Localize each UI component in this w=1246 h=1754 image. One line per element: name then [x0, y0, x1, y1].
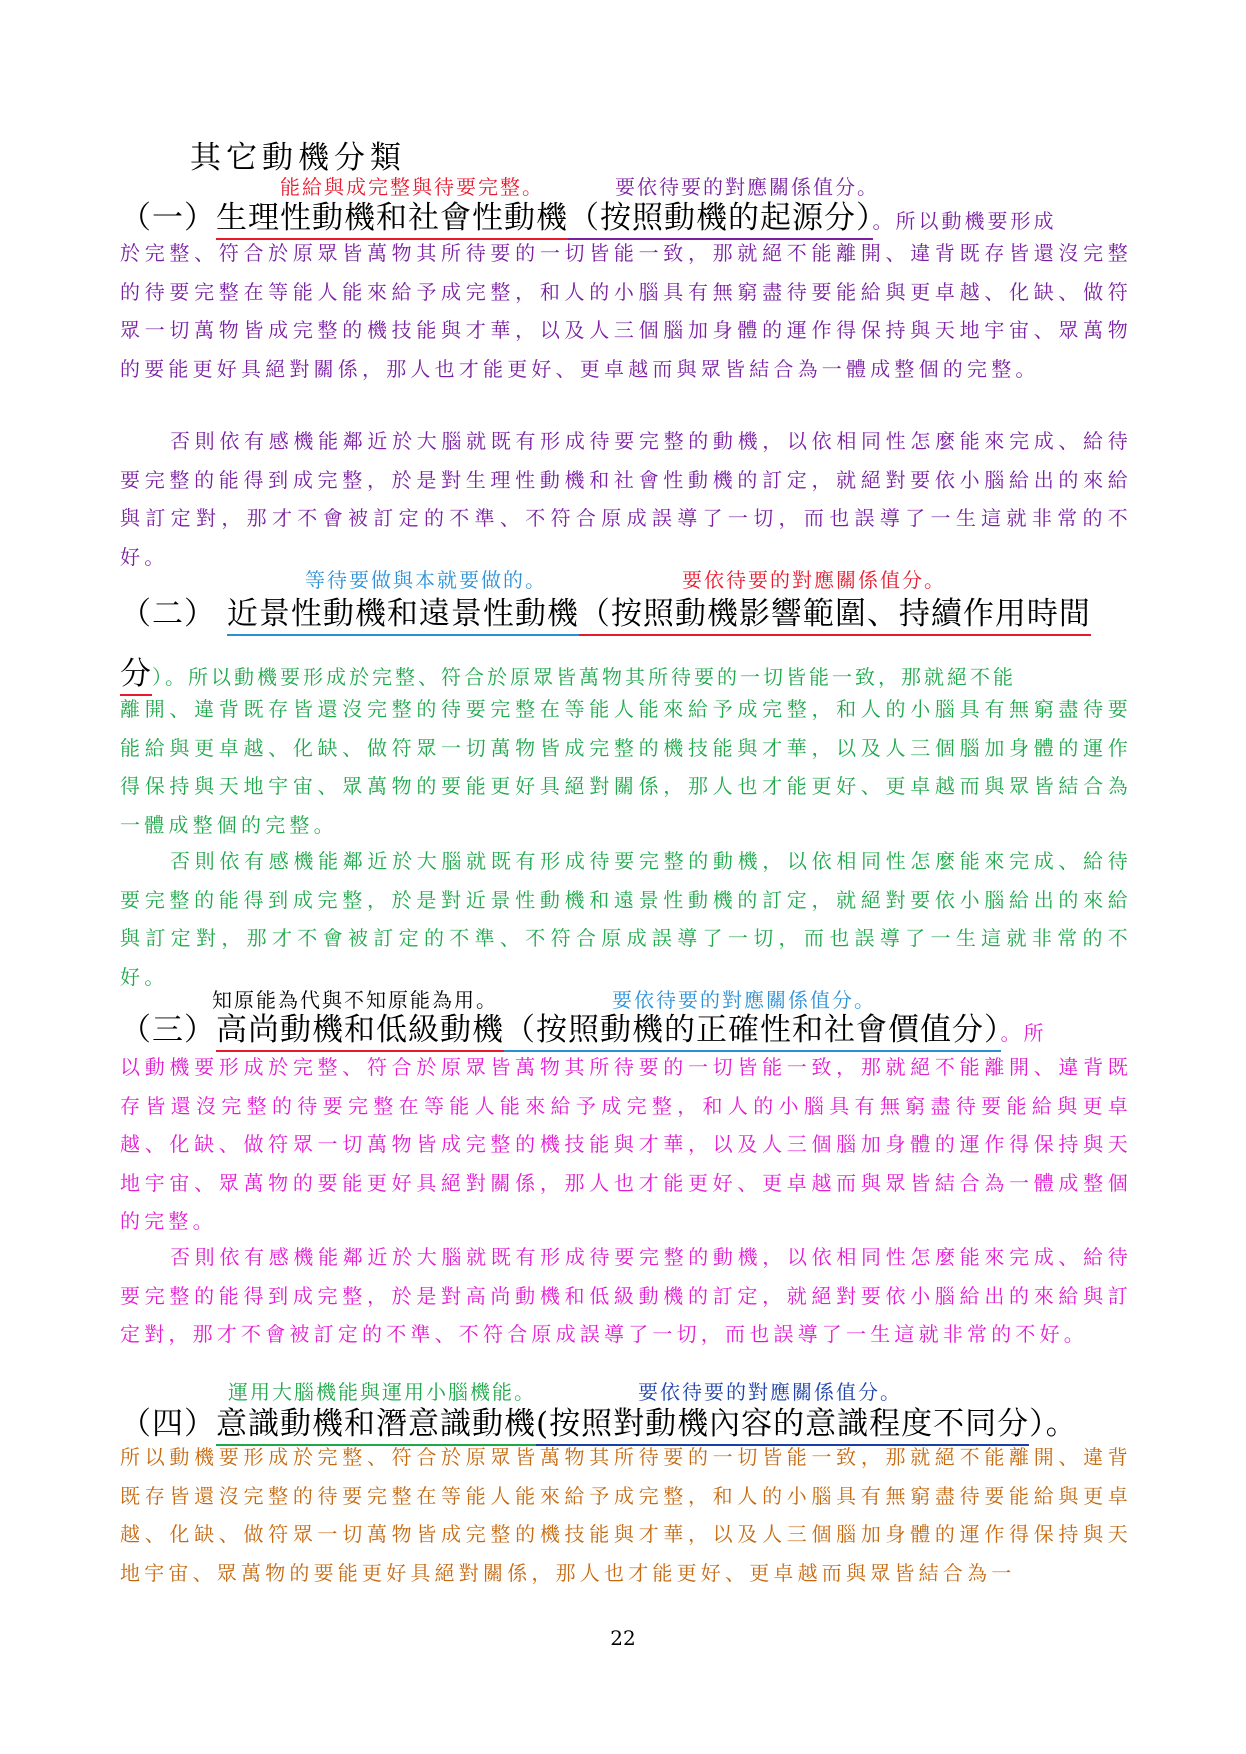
- heading-tail: ）。所以動機要形成於完整、符合於原眾皆萬物其所待要的一切皆能一致，那就絕不能: [152, 665, 1016, 689]
- heading-prefix: （三）: [120, 1012, 216, 1048]
- heading-criterion: （按照動機影響範圍、持續作用時間: [579, 596, 1091, 636]
- page-number: 22: [610, 1626, 636, 1650]
- section-heading-2-cont: [120, 648, 1130, 693]
- heading-term: 高尚動機和低級動機: [216, 1012, 504, 1052]
- heading-criterion: （按照動機的正確性和社會價值分）: [504, 1012, 1001, 1052]
- annotation-note-right: 要依待要的對應關係值分。: [612, 988, 876, 1012]
- section-heading-2: [120, 588, 1130, 633]
- annotation-note-left: 知原能為代與不知原能為用。: [212, 988, 498, 1012]
- paragraph: 於完整、符合於原眾皆萬物其所待要的一切皆能一致，那就絕不能離開、違背既存皆還沒完整的待要完整在等能人能來給予成完整，和人的小腦具有無窮盡待要能給與更卓越、化缺、做符眾一切萬物皆成完整的機技能與才華，以及人三個腦加身體的運作得保持與天地宇宙、眾萬物的要能更好具絕對關係，那人也才能更好、更卓越而與眾皆結合為一體成整個的完整。: [120, 241, 1132, 381]
- heading-term: 意識動機和潛意識動機: [216, 1406, 536, 1446]
- heading-criterion-end: 分: [120, 656, 152, 696]
- heading-tail: 。所: [1000, 1021, 1047, 1045]
- heading-prefix: （二）: [120, 596, 216, 632]
- annotation-note-right: 要依待要的對應關係值分。: [682, 568, 946, 592]
- annotation-note-right: 要依待要的對應關係值分。: [638, 1380, 902, 1404]
- paragraph: 所以動機要形成於完整、符合於原眾皆萬物其所待要的一切皆能一致，那就絕不能離開、違背既存皆還沒完整的待要完整在等能人能來給予成完整，和人的小腦具有無窮盡待要能給與更卓越、化缺、做符眾一切萬物皆成完整的機技能與才華，以及人三個腦加身體的運作得保持與天地宇宙、眾萬物的要能更好具絕對關係，那人也才能更好、更卓越而與眾皆結合為一: [120, 1445, 1132, 1585]
- paragraph: 否則依有感機能鄰近於大腦就既有形成待要完整的動機，以依相同性怎麼能來完成、給待要完整的能得到成完整，於是對近景性動機和遠景性動機的訂定，就絕對要依小腦給出的來給與訂定對，那才不會被訂定的不準、不符合原成誤導了一切，而也誤導了一生這就非常的不好。: [120, 849, 1132, 989]
- annotation-note-left: 能給與成完整與待要完整。: [280, 175, 544, 199]
- heading-tail: 。所以動機要形成: [872, 209, 1057, 233]
- paragraph: 以動機要形成於完整、符合於原眾皆萬物其所待要的一切皆能一致，那就絕不能離開、違背既存皆還沒完整的待要完整在等能人能來給予成完整，和人的小腦具有無窮盡待要能給與更卓越、化缺、做符眾一切萬物皆成完整的機技能與才華，以及人三個腦加身體的運作得保持與天地宇宙、眾萬物的要能更好具絕對關係，那人也才能更好、更卓越而與眾皆結合為一體成整個的完整。: [120, 1055, 1132, 1233]
- heading-criterion: （按照動機的起源分）: [568, 200, 873, 240]
- paragraph: 否則依有感機能鄰近於大腦就既有形成待要完整的動機，以依相同性怎麼能來完成、給待要完整的能得到成完整，於是對高尚動機和低級動機的訂定，就絕對要依小腦給出的來給與訂定對，那才不會被訂定的不準、不符合原成誤導了一切，而也誤導了一生這就非常的不好。: [120, 1245, 1132, 1346]
- annotation-note-left: 等待要做與本就要做的。: [305, 568, 547, 592]
- heading-tail: ）。: [1029, 1406, 1078, 1442]
- heading-criterion: (按照對動機內容的意識程度不同分: [536, 1406, 1029, 1446]
- page-title: 其它動機分類: [190, 140, 406, 176]
- annotation-note-right: 要依待要的對應關係值分。: [615, 175, 879, 199]
- paragraph: 離開、違背既存皆還沒完整的待要完整在等能人能來給予成完整，和人的小腦具有無窮盡待要能給與更卓越、化缺、做符眾一切萬物皆成完整的機技能與才華，以及人三個腦加身體的運作得保持與天地宇宙、眾萬物的要能更好具絕對關係，那人也才能更好、更卓越而與眾皆結合為一體成整個的完整。: [120, 697, 1132, 837]
- section-heading-3: [120, 1004, 1130, 1049]
- heading-prefix: （一）: [120, 200, 216, 236]
- section-heading-4: [120, 1398, 1130, 1443]
- section-heading-1: [120, 192, 1130, 237]
- heading-term: 生理性動機和社會性動機: [216, 200, 568, 240]
- heading-prefix: （四）: [120, 1406, 216, 1442]
- heading-term: 近景性動機和遠景性動機: [227, 596, 579, 636]
- paragraph: 否則依有感機能鄰近於大腦就既有形成待要完整的動機，以依相同性怎麼能來完成、給待要完整的能得到成完整，於是對生理性動機和社會性動機的訂定，就絕對要依小腦給出的來給與訂定對，那才不會被訂定的不準、不符合原成誤導了一切，而也誤導了一生這就非常的不好。: [120, 429, 1132, 569]
- annotation-note-left: 運用大腦機能與運用小腦機能。: [228, 1380, 536, 1404]
